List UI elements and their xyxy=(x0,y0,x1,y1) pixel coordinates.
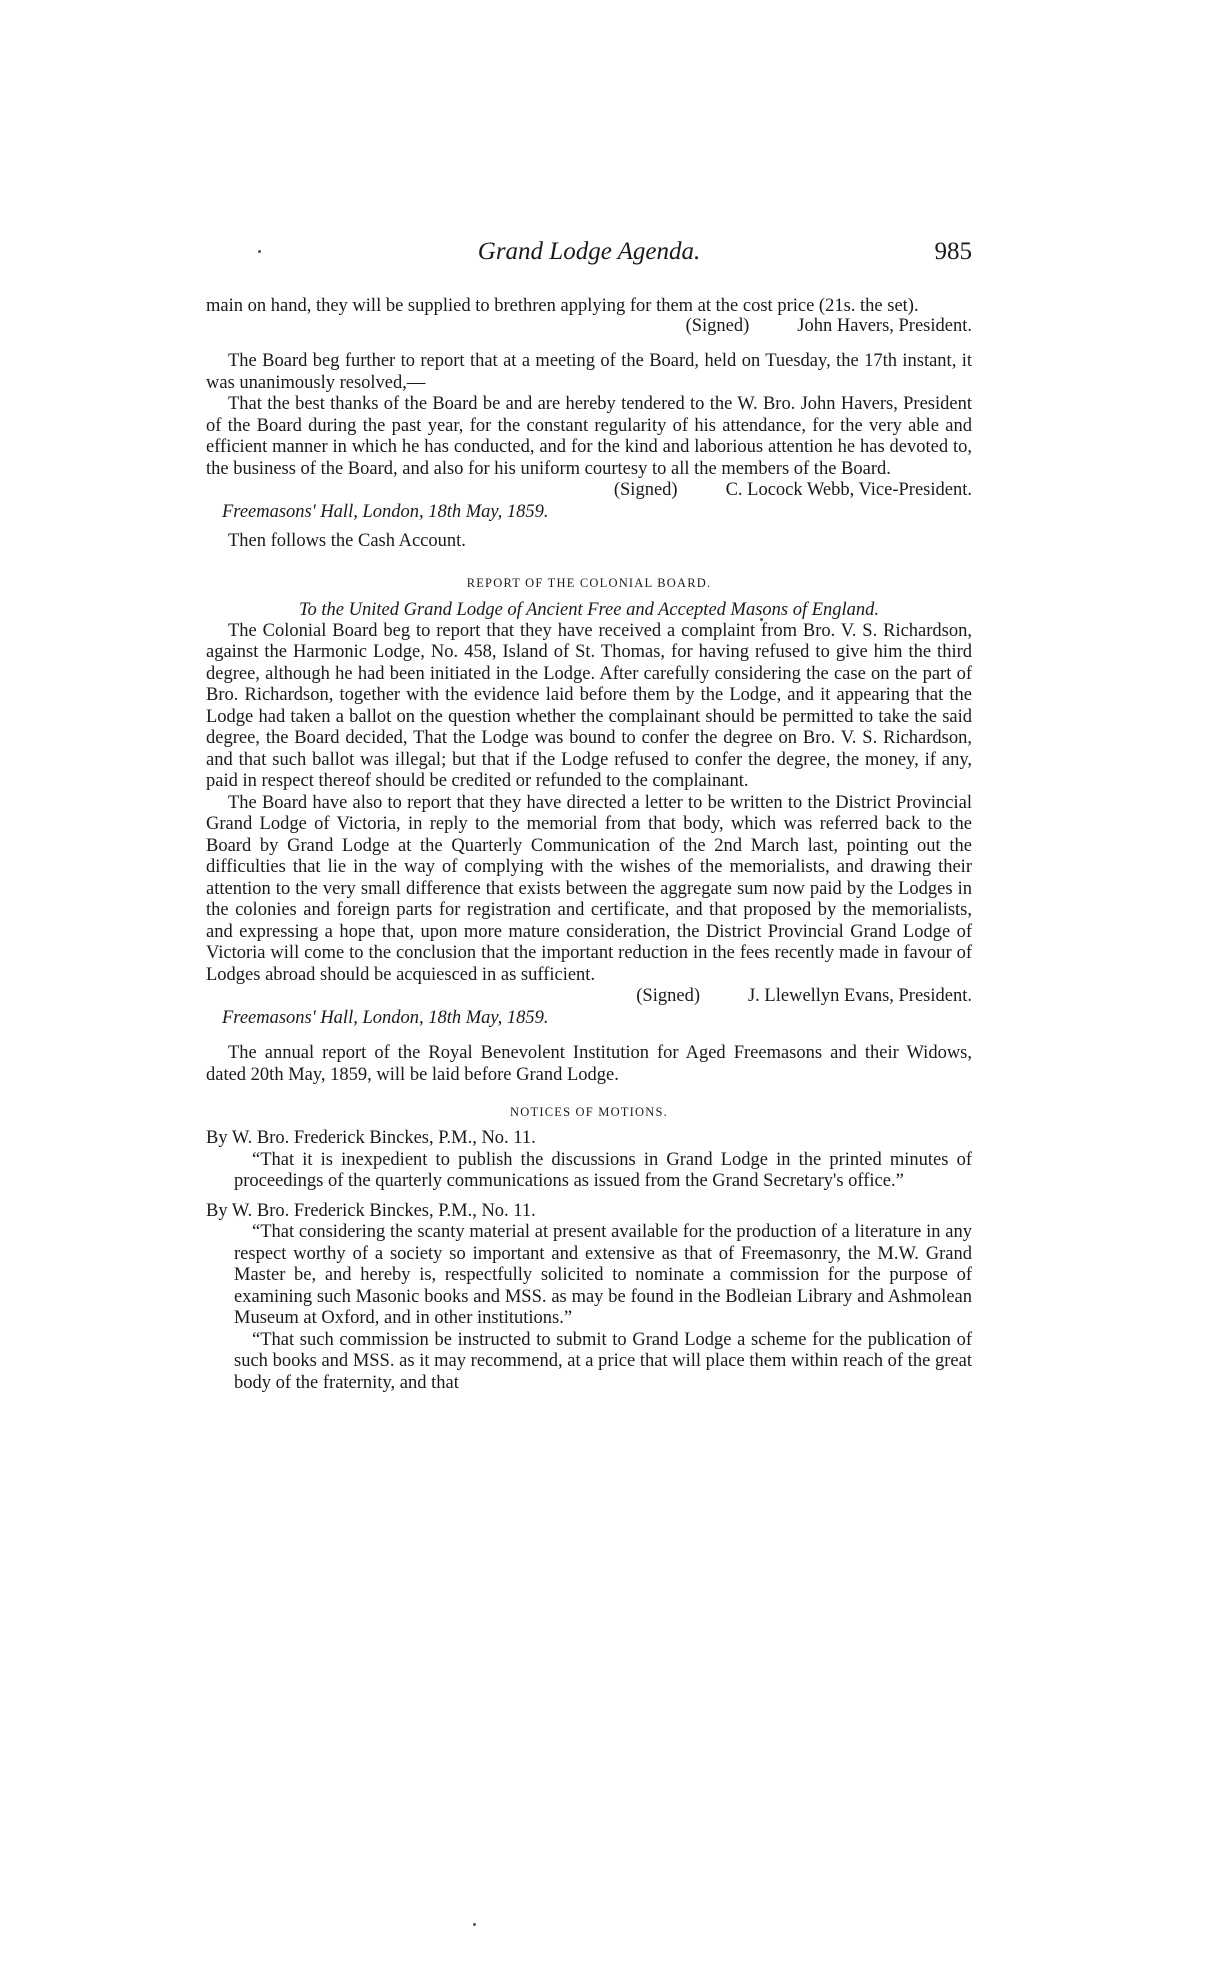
body-text xyxy=(206,296,972,1394)
motion-2-quote xyxy=(234,1222,972,1394)
motion-2-mover: By W. Bro. Frederick Binckes, P.M., No. 11. xyxy=(206,1200,536,1221)
page-header xyxy=(206,238,972,278)
colonial-address: To the United Grand Lodge of Ancient Free and Accepted Masons of England. xyxy=(298,599,880,620)
resolution-text: That the best thanks of the Board be and are hereby tendered to the W. Bro. John Havers, President of the Board during the past year, for the constant regularity of his attendance, for the very able and efficient manner in which he has conducted, and for the kind and laborious attention he has devoted to, the business of the Board, and also for his uniform courtesy to all the members of the Board. xyxy=(206,394,972,479)
vp-signature-line xyxy=(206,480,972,502)
stray-mark xyxy=(473,1923,476,1926)
president-signature-line xyxy=(206,316,972,338)
colonial-paragraph-1: The Colonial Board beg to report that they have received a complaint from Bro. V. S. Richardson, against the Harmonic Lodge, No. 458, Island of St. Thomas, for having refused to give him the third degree, although he had been initiated in the Lodge. After carefully considering the case on the part of Bro. Richardson, together with the evidence laid before them by the Lodge, and it appearing that the Lodge had taken a ballot on the question whether the complainant should be permitted to take the said degree, the Board decided, That the Lodge was bound to confer the degree on Bro. V. S. Richardson, and that such ballot was illegal; but that if the Lodge refused to confer the degree, the money, if any, paid in respect thereof should be credited or refunded to the complainant. xyxy=(206,620,972,791)
signed-label: (Signed) xyxy=(613,480,678,500)
president-signature: John Havers, President. xyxy=(797,315,972,336)
benevolent-report: The annual report of the Royal Benevolent Institution for Aged Freemasons and their Widows, dated 20th May, 1859, will be laid before Grand Lodge. xyxy=(206,1043,972,1085)
signed-label: (Signed) xyxy=(636,986,700,1006)
colonial-paragraph-2: The Board have also to report that they have directed a letter to be written to the District Provincial Grand Lodge of Victoria, in reply to the memorial from that body, which was referred back to the Board by Grand Lodge at the Quarterly Communication of the 2nd March last, pointing out the difficulties that lie in the way of complying with the wishes of the memorialists, and drawing their attention to the very small difference that exists between the aggregate sum now paid by the Lodges in the colonies and foreign parts for registration and certificate, and that proposed by the memorialists, and expressing a hope that, upon more mature consideration, the District Provincial Grand Lodge of Victoria will come to the conclusion that the important reduction in the fees recently made in favour of Lodges abroad should be acquiesced in as sufficient. xyxy=(206,792,972,985)
notices-heading: NOTICES OF MOTIONS. xyxy=(510,1105,668,1119)
colonial-dateline: Freemasons' Hall, London, 18th May, 1859. xyxy=(222,1007,549,1028)
motion-2-text-1: “That considering the scanty material at present available for the production of a literature in any respect worthy of a society so important and extensive as that of Freemasonry, the M.W. Grand Master be, and hereby is, respectfully solicited to nominate a commission for the purpose of examining such Masonic books and MSS. as may be found in the Bodleian Library and Ashmolean Museum at Oxford, and in other institutions.” xyxy=(234,1222,972,1328)
colonial-signature-line xyxy=(206,986,972,1008)
continuation-text: main on hand, they will be supplied to brethren applying for them at the cost price (21s. the set). xyxy=(206,296,919,316)
motion-1-mover: By W. Bro. Frederick Binckes, P.M., No. 11. xyxy=(206,1128,536,1148)
motion-2-text-2: “That such commission be instructed to submit to Grand Lodge a scheme for the publication of such books and MSS. as it may recommend, at a price that will place them within reach of the great body of the fraternity, and that xyxy=(234,1329,972,1393)
motion-1-quote xyxy=(234,1150,972,1193)
colonial-board-heading: REPORT OF THE COLONIAL BOARD. xyxy=(466,575,712,590)
running-title: Grand Lodge Agenda. xyxy=(477,238,701,265)
motion-1-text: “That it is inexpedient to publish the discussions in Grand Lodge in the printed minutes of proceedings of the quarterly communications as issued from the Grand Secretary's office.” xyxy=(234,1149,972,1191)
cash-account-note: Then follows the Cash Account. xyxy=(228,531,466,551)
colonial-signature: J. Llewellyn Evans, President. xyxy=(747,986,972,1006)
signed-label: (Signed) xyxy=(685,315,750,336)
vp-signature: C. Locock Webb, Vice-President. xyxy=(725,480,972,500)
resolution-intro: The Board beg further to report that at a meeting of the Board, held on Tuesday, the 17th instant, it was unanimously resolved,— xyxy=(206,351,972,393)
page-number: 985 xyxy=(934,238,972,265)
dateline: Freemasons' Hall, London, 18th May, 1859. xyxy=(222,501,549,522)
